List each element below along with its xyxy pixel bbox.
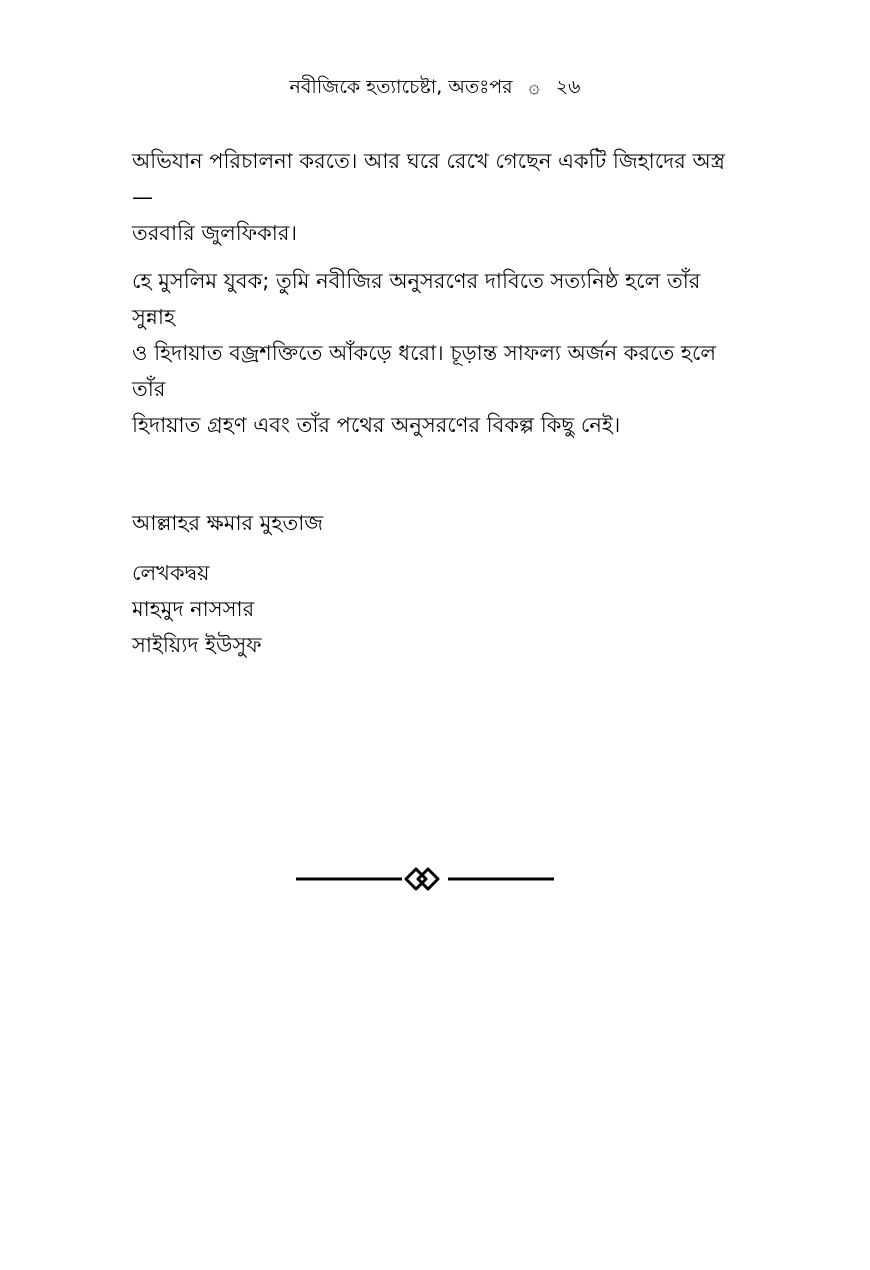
paragraph	[132, 263, 732, 443]
signoff-line: আল্লাহর ক্ষমার মুহতাজ	[132, 511, 324, 535]
text-line: ও হিদায়াত বজ্রশক্তিতে আঁকড়ে ধরো। চূড়ান্ত সাফল্য অর্জন করতে হলে তাঁর	[132, 341, 717, 401]
book-title: নবীজিকে হত্যাচেষ্টা, অতঃপর	[289, 76, 513, 98]
text-line: হে মুসলিম যুবক; তুমি নবীজির অনুসরণের দাবিতে সত্যনিষ্ঠ হলে তাঁর সুন্নাহ	[132, 269, 701, 329]
authors-label: লেখকদ্বয়	[132, 561, 210, 585]
text-line: অভিযান পরিচালনা করতে। আর ঘরে রেখে গেছেন একটি জিহাদের অস্ত্র—	[132, 149, 726, 209]
page-number: ২৬	[555, 76, 581, 98]
page-body	[132, 143, 732, 663]
running-header	[0, 74, 870, 100]
author-name: সাইয়্যিদ ইউসুফ	[132, 633, 262, 657]
text-line: হিদায়াত গ্রহণ এবং তাঁর পথের অনুসরণের বিকল্প কিছু নেই।	[132, 413, 621, 437]
authors-block	[132, 555, 732, 663]
author-name: মাহমুদ নাসসার	[132, 597, 255, 621]
paragraph	[132, 143, 732, 251]
ornament-separator-icon: ۞	[528, 76, 540, 98]
section-end-ornament-icon	[296, 862, 554, 896]
text-line: তরবারি জুলফিকার।	[132, 221, 297, 245]
